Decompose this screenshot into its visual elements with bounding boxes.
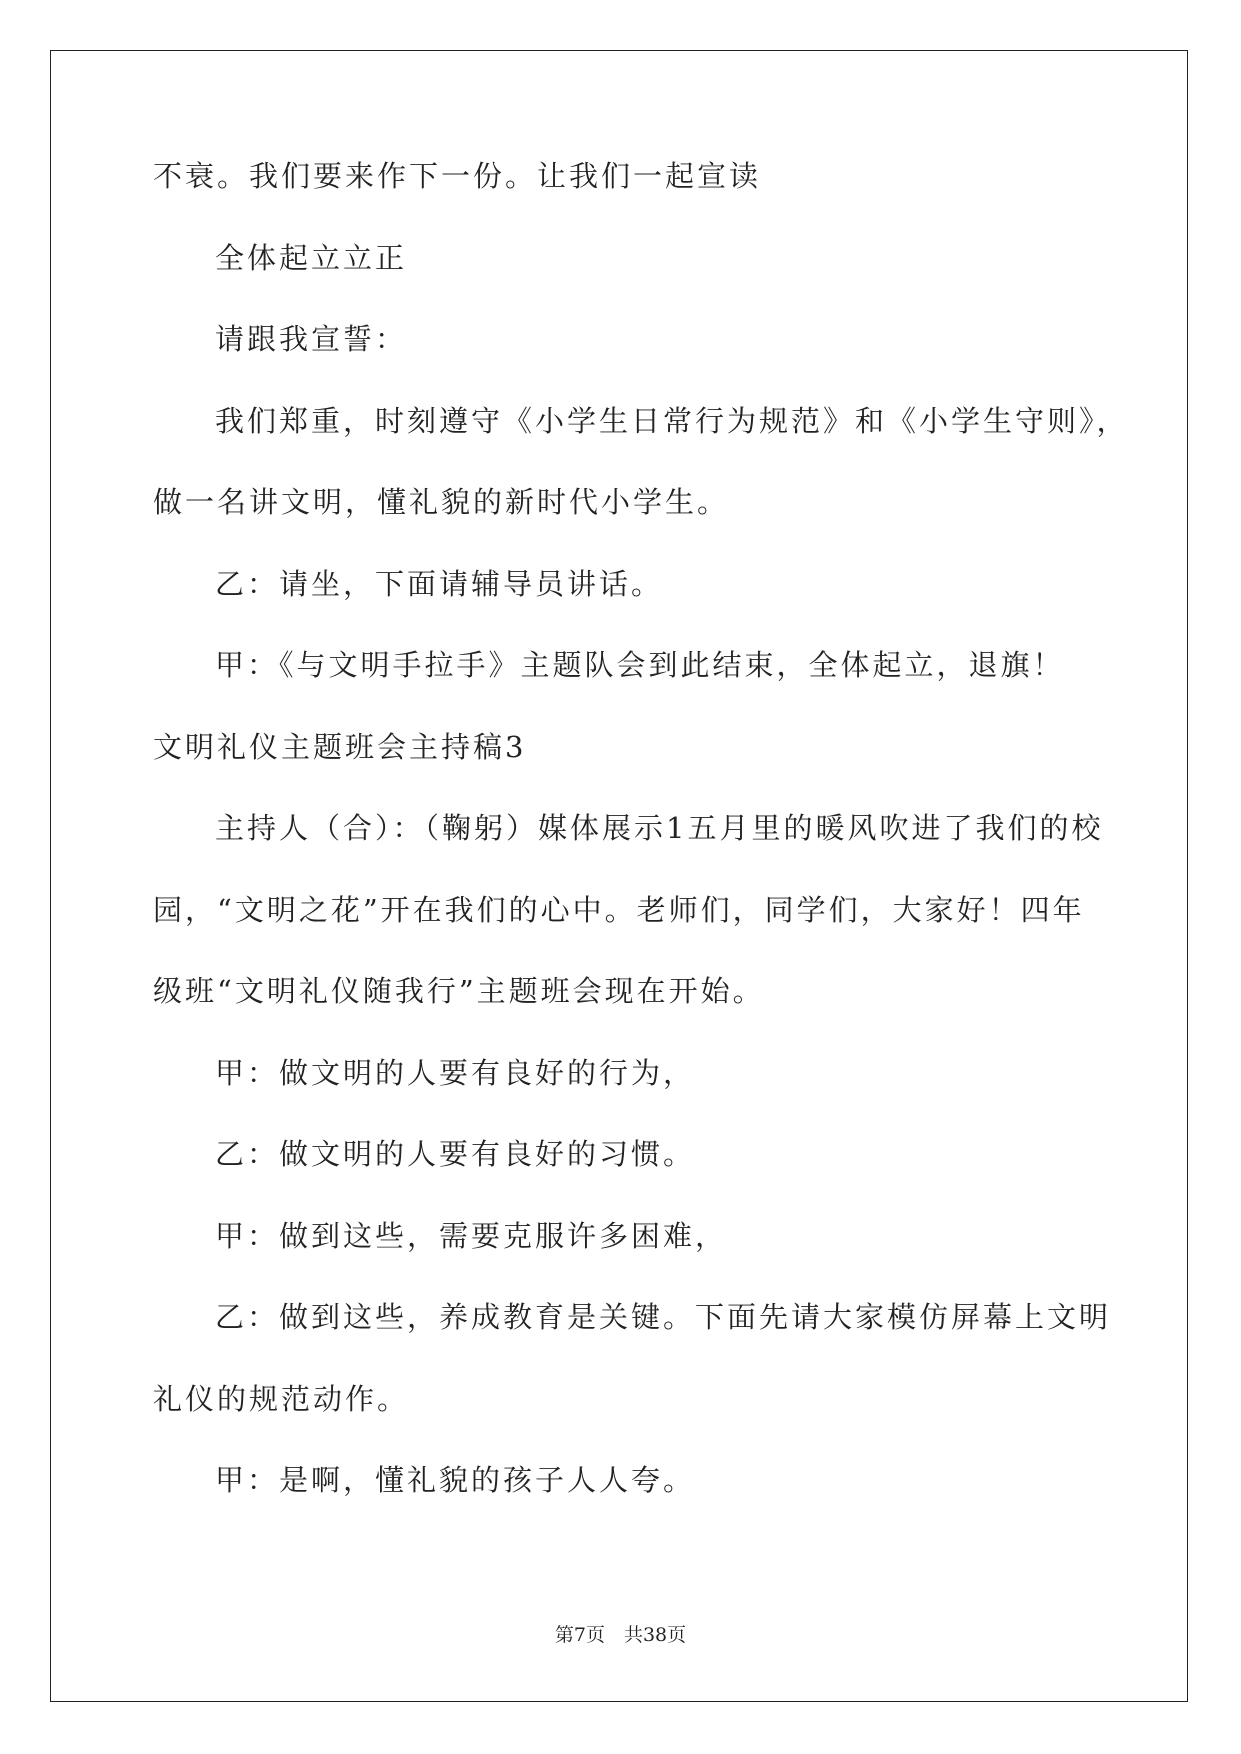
text-line-13: 乙：做文明的人要有良好的习惯。 <box>215 1137 696 1171</box>
text-line-6: 乙：请坐，下面请辅导员讲话。 <box>215 566 664 601</box>
text-line-7: 甲：《与文明手拉手》主题队会到此结束，全体起立，退旗！ <box>215 648 1065 682</box>
text-line-17: 甲：是啊，懂礼貌的孩子人人夸。 <box>215 1463 696 1497</box>
document-body <box>153 159 1129 1546</box>
page-number: 第7页 共38页 <box>554 1624 687 1646</box>
text-line-9: 主持人（合）：（鞠躬）媒体展示1五月里的暖风吹进了我们的校 <box>215 811 1104 845</box>
text-line-16: 礼仪的规范动作。 <box>153 1381 410 1416</box>
text-line-2: 全体起立立正 <box>215 240 408 275</box>
section-heading: 文明礼仪主题班会主持稿3 <box>153 729 527 764</box>
text-line-5: 做一名讲文明，懂礼貌的新时代小学生。 <box>153 485 730 519</box>
text-line-4: 我们郑重，时刻遵守《小学生日常行为规范》和《小学生守则》， <box>215 403 1129 438</box>
text-line-11: 级班“文明礼仪随我行”主题班会现在开始。 <box>153 974 765 1008</box>
text-line-12: 甲：做文明的人要有良好的行为， <box>215 1055 696 1090</box>
text-line-15: 乙：做到这些，养成教育是关键。下面先请大家模仿屏幕上文明 <box>215 1300 1112 1334</box>
text-line-14: 甲：做到这些，需要克服许多困难， <box>215 1218 728 1253</box>
text-line-3: 请跟我宣誓： <box>215 322 408 356</box>
text-line-10: 园，“文明之花”开在我们的心中。老师们，同学们，大家好！四年 <box>153 892 1085 927</box>
text-line-1: 不衰。我们要来作下一份。让我们一起宣读 <box>153 159 762 193</box>
